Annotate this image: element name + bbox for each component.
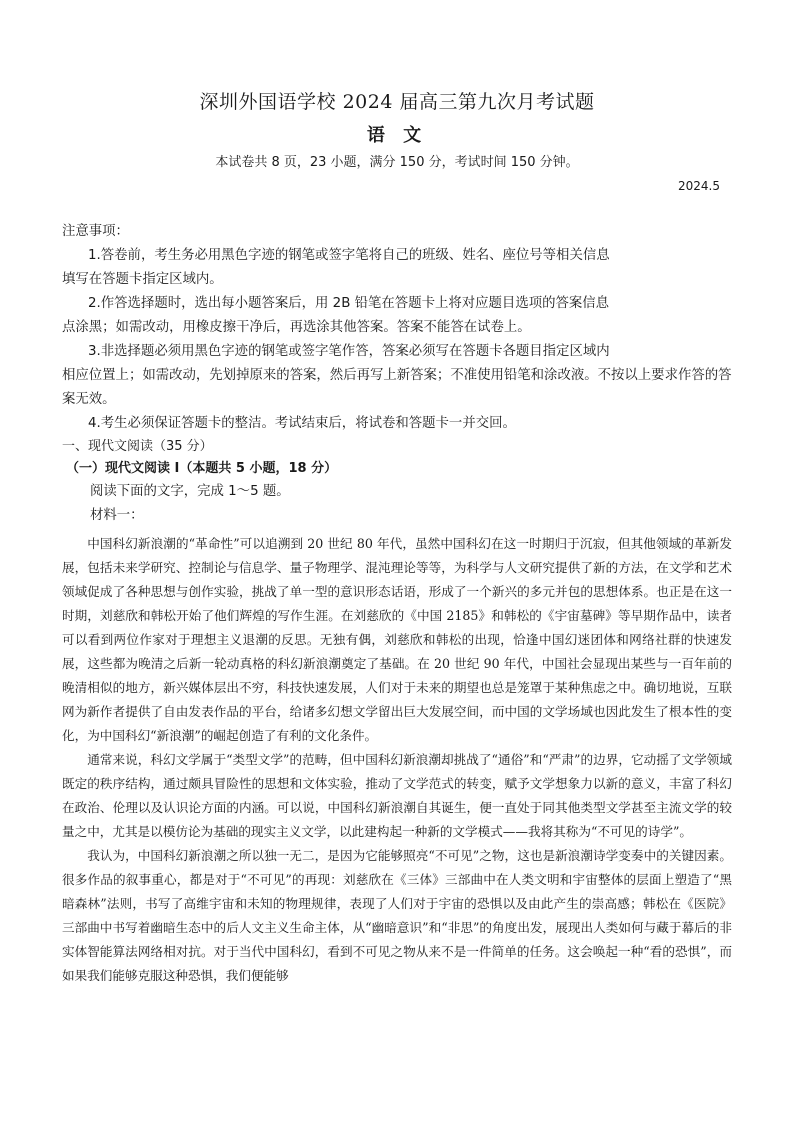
material-label: 材料一：	[90, 508, 144, 523]
notice-heading: 注意事项：	[62, 224, 129, 239]
notice-item-4-first: 4.考生必须保证答题卡的整洁。考试结束后，将试卷和答题卡一并交回。	[88, 416, 516, 431]
passage-paragraph-3: 我认为，中国科幻新浪潮之所以独一无二，是因为它能够照亮“不可见”之物，这也是新浪潮诗学变奏中的关键因素。很多作品的叙事重心，都是对于“不可见”的再现：刘慈欣在《三体》三部曲中在人类文明和宇宙整体的层面上塑造了“黑暗森林”法则，书写了高维宇宙和未知的物理规律，表现了人们对于宇宙的恐惧以及由此产生的崇高感；韩松在《医院》三部曲中书写着幽暗生态中的后人文主义生命主体，从“幽暗意识”和“非思”的角度出发，展现出人类如何与藏于幕后的非实体智能算法网络相对抗。对于当代中国科幻，看到不可见之物从来不是一件简单的任务。这会唤起一种“看的恐惧”，而如果我们能够克服这种恐惧，我们便能够	[62, 848, 732, 983]
notice-item-2-rest: 点涂黑；如需改动，用橡皮擦干净后，再选涂其他答案。答案不能答在试卷上。	[62, 320, 531, 335]
passage-body	[62, 532, 732, 988]
passage-paragraph-1: 中国科幻新浪潮的“革命性”可以追溯到 20 世纪 80 年代，虽然中国科幻在这一时期归于沉寂，但其他领域的革新发展，包括未来学研究、控制论与信息学、量子物理学、混沌理论等等，为科学与人文研究提供了新的方法，在文学和艺术领域促成了各种思想与创作实验，挑战了单一型的意识形态话语，形成了一个新兴的多元并包的思想体系。也正是在这一时期，刘慈欣和韩松开始了他们辉煌的写作生涯。在刘慈欣的《中国 2185》和韩松的《宇宙墓碑》等早期作品中，读者可以看到两位作家对于理想主义退潮的反思。无独有偶，刘慈欣和韩松的出现，恰逢中国幻迷团体和网络社群的快速发展，这些都为晚清之后新一轮动真格的科幻新浪潮奠定了基础。在 20 世纪 90 年代，中国社会显现出某些与一百年前的晚清相似的地方，新兴媒体层出不穷，科技快速发展，人们对于未来的期望也总是笼罩于某种焦虑之中。确切地说，互联网为新作者提供了自由发表作品的平台，给诸多幻想文学留出巨大发展空间，而中国的文学场域也因此发生了根本性的变化，为中国科幻“新浪潮”的崛起创造了有利的文化条件。	[62, 536, 732, 743]
notice-item-3-first: 3.非选择题必须用黑色字迹的钢笔或签字笔作答，答案必须写在答题卡各题目指定区域内	[88, 344, 610, 359]
passage-paragraph-2: 通常来说，科幻文学属于“类型文学”的范畴，但中国科幻新浪潮却挑战了“通俗”和“严肃”的边界，它动摇了文学领域既定的秩序结构，通过颇具冒险性的思想和文体实验，推动了文学范式的转变，赋予文学想象力以新的意义，丰富了科幻在政治、伦理以及认识论方面的内涵。可以说，中国科幻新浪潮自其诞生，便一直处于同其他类型文学甚至主流文学的较量之中，尤其是以模仿论为基础的现实主义文学，以此建构起一种新的文学模式——我将其称为“不可见的诗学”。	[62, 752, 732, 839]
exam-intro: 本试卷共 8 页，23 小题，满分 150 分，考试时间 150 分钟。	[215, 155, 579, 170]
reading-instruction: 阅读下面的文字，完成 1～5 题。	[90, 484, 290, 499]
notice-item-2-first: 2.作答选择题时，选出每小题答案后，用 2B 铅笔在答题卡上将对应题目选项的答案信息	[88, 296, 610, 311]
exam-title: 深圳外国语学校 2024 届高三第九次月考试题	[199, 91, 595, 113]
sub-section-heading: （一）现代文阅读 I（本题共 5 小题，18 分）	[66, 461, 338, 476]
notice-item-1-rest: 填写在答题卡指定区域内。	[62, 272, 223, 287]
subject-title: 语 文	[366, 125, 428, 146]
section-heading: 一、现代文阅读（35 分）	[62, 439, 213, 454]
notice-item-3-rest: 相应位置上；如需改动，先划掉原来的答案，然后再写上新答案；不准使用铅笔和涂改液。不按以上要求作答的答案无效。	[62, 368, 732, 407]
exam-date: 2024.5	[678, 179, 720, 193]
notice-item-1-first: 1.答卷前，考生务必用黑色字迹的钢笔或签字笔将自己的班级、姓名、座位号等相关信息	[88, 248, 610, 263]
notice-block	[62, 220, 732, 436]
